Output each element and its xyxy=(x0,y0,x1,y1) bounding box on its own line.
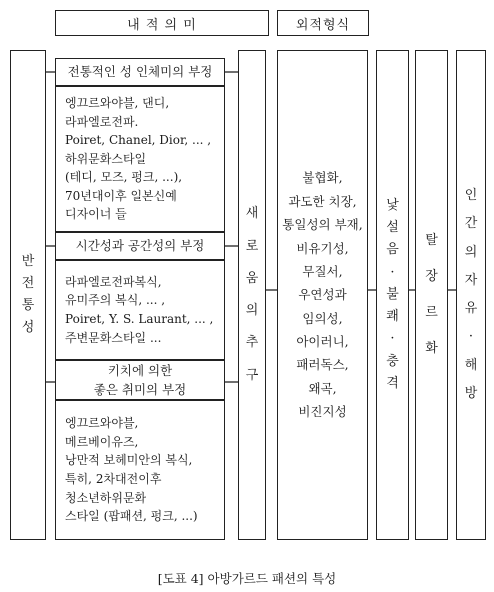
novelty-column xyxy=(238,50,266,540)
vertical-char: · xyxy=(390,331,395,347)
vertical-char: · xyxy=(390,264,395,280)
example-line: 스타일 (팝패션, 펑크, ...) xyxy=(65,509,198,524)
freedom-column xyxy=(456,50,486,540)
outer-form-item: 과도한 치장, xyxy=(288,193,357,209)
example-line: 특히, 2차대전이후 xyxy=(65,472,162,486)
vertical-char: 낯 xyxy=(386,197,399,213)
vertical-char: 방 xyxy=(464,385,478,401)
example-line: 엥끄르와야블, xyxy=(65,416,139,431)
vertical-char: 간 xyxy=(464,216,478,232)
effect-column xyxy=(376,50,409,540)
deviation-column xyxy=(415,50,448,540)
vertical-char: 구 xyxy=(245,367,259,383)
outer-form-item: 왜곡, xyxy=(308,380,337,396)
vertical-char: 음 xyxy=(386,242,399,258)
outer-form-item: 패러독스, xyxy=(296,357,349,373)
vertical-char: 탈 xyxy=(425,232,438,248)
section-2-title xyxy=(55,232,225,260)
vertical-char: 새 xyxy=(245,206,259,222)
vertical-char: 로 xyxy=(245,238,259,254)
example-line: 하위문화스타일 xyxy=(65,151,147,166)
vertical-char: 해 xyxy=(464,357,478,373)
vertical-char: · xyxy=(468,329,474,345)
outer-form-item: 통일성의 부재, xyxy=(282,217,363,233)
section-title-line: 키치에 의한 xyxy=(107,362,173,378)
example-line: 주변문화스타일 ... xyxy=(65,330,162,345)
example-line: 낭만적 보헤미안의 복식, xyxy=(65,453,193,468)
vertical-char: 불 xyxy=(386,286,399,302)
example-line: 디자이너 들 xyxy=(65,207,127,222)
example-line: Poiret, Chanel, Dior, ... , xyxy=(65,133,212,148)
vertical-char: 움 xyxy=(245,270,259,286)
outer-form-item: 임의성, xyxy=(302,310,343,326)
section-1-title xyxy=(55,58,225,86)
anti-tradition-column xyxy=(10,50,46,540)
vertical-char: 반 xyxy=(21,253,35,269)
section-title-line: 전통적인 성 인체미의 부정 xyxy=(67,64,213,80)
header-inner-meaning: 내 적 의 미 xyxy=(55,10,269,36)
outer-form-list xyxy=(277,50,368,540)
outer-form-item: 무질서, xyxy=(302,263,343,279)
section-title-line: 좋은 취미의 부정 xyxy=(93,382,187,397)
example-line: 메르베이유즈, xyxy=(65,434,139,449)
vertical-char: 쾌 xyxy=(386,309,399,325)
outer-form-item: 우연성과 xyxy=(298,287,347,303)
section-2-examples xyxy=(55,260,225,360)
section-3-title xyxy=(55,360,225,400)
section-1-examples xyxy=(55,86,225,232)
vertical-char: 장 xyxy=(425,268,438,284)
example-line: 라파엘로전파. xyxy=(65,114,139,129)
vertical-char: 화 xyxy=(425,341,438,357)
example-line: Poiret, Y. S. Laurant, ... , xyxy=(65,312,214,326)
vertical-char: 의 xyxy=(464,244,478,260)
vertical-char: 성 xyxy=(21,320,35,336)
outer-form-item: 비유기성, xyxy=(296,240,349,256)
vertical-char: 의 xyxy=(245,303,259,318)
vertical-char: 인 xyxy=(464,188,478,203)
example-line: 유미주의 복식, ... , xyxy=(65,293,166,308)
figure-caption: [도표 4] 아방가르드 패션의 특성 xyxy=(157,571,337,586)
vertical-char: 설 xyxy=(386,220,399,236)
vertical-char: 자 xyxy=(464,272,478,288)
vertical-char: 전 xyxy=(21,275,35,291)
example-line: (테디, 모즈, 펑크, ...), xyxy=(65,170,183,185)
vertical-char: 추 xyxy=(245,335,259,351)
vertical-char: 격 xyxy=(386,375,399,391)
vertical-char: 르 xyxy=(425,305,438,320)
example-line: 엥끄르와야블, 댄디, xyxy=(65,95,170,110)
example-line: 청소년하위문화 xyxy=(65,490,147,505)
outer-form-item: 불협화, xyxy=(302,170,343,186)
section-title-line: 시간성과 공간성의 부정 xyxy=(75,238,205,254)
section-3-examples xyxy=(55,400,225,540)
outer-form-item: 아이러니, xyxy=(296,334,349,350)
vertical-char: 유 xyxy=(464,301,478,316)
header-outer-form: 외적형식 xyxy=(277,10,369,36)
example-line: 라파엘로전파복식, xyxy=(65,274,162,289)
vertical-char: 통 xyxy=(21,298,35,313)
vertical-char: 충 xyxy=(386,353,399,369)
example-line: 70년대이후 일본신예 xyxy=(65,188,177,203)
outer-form-item: 비진지성 xyxy=(298,404,347,420)
